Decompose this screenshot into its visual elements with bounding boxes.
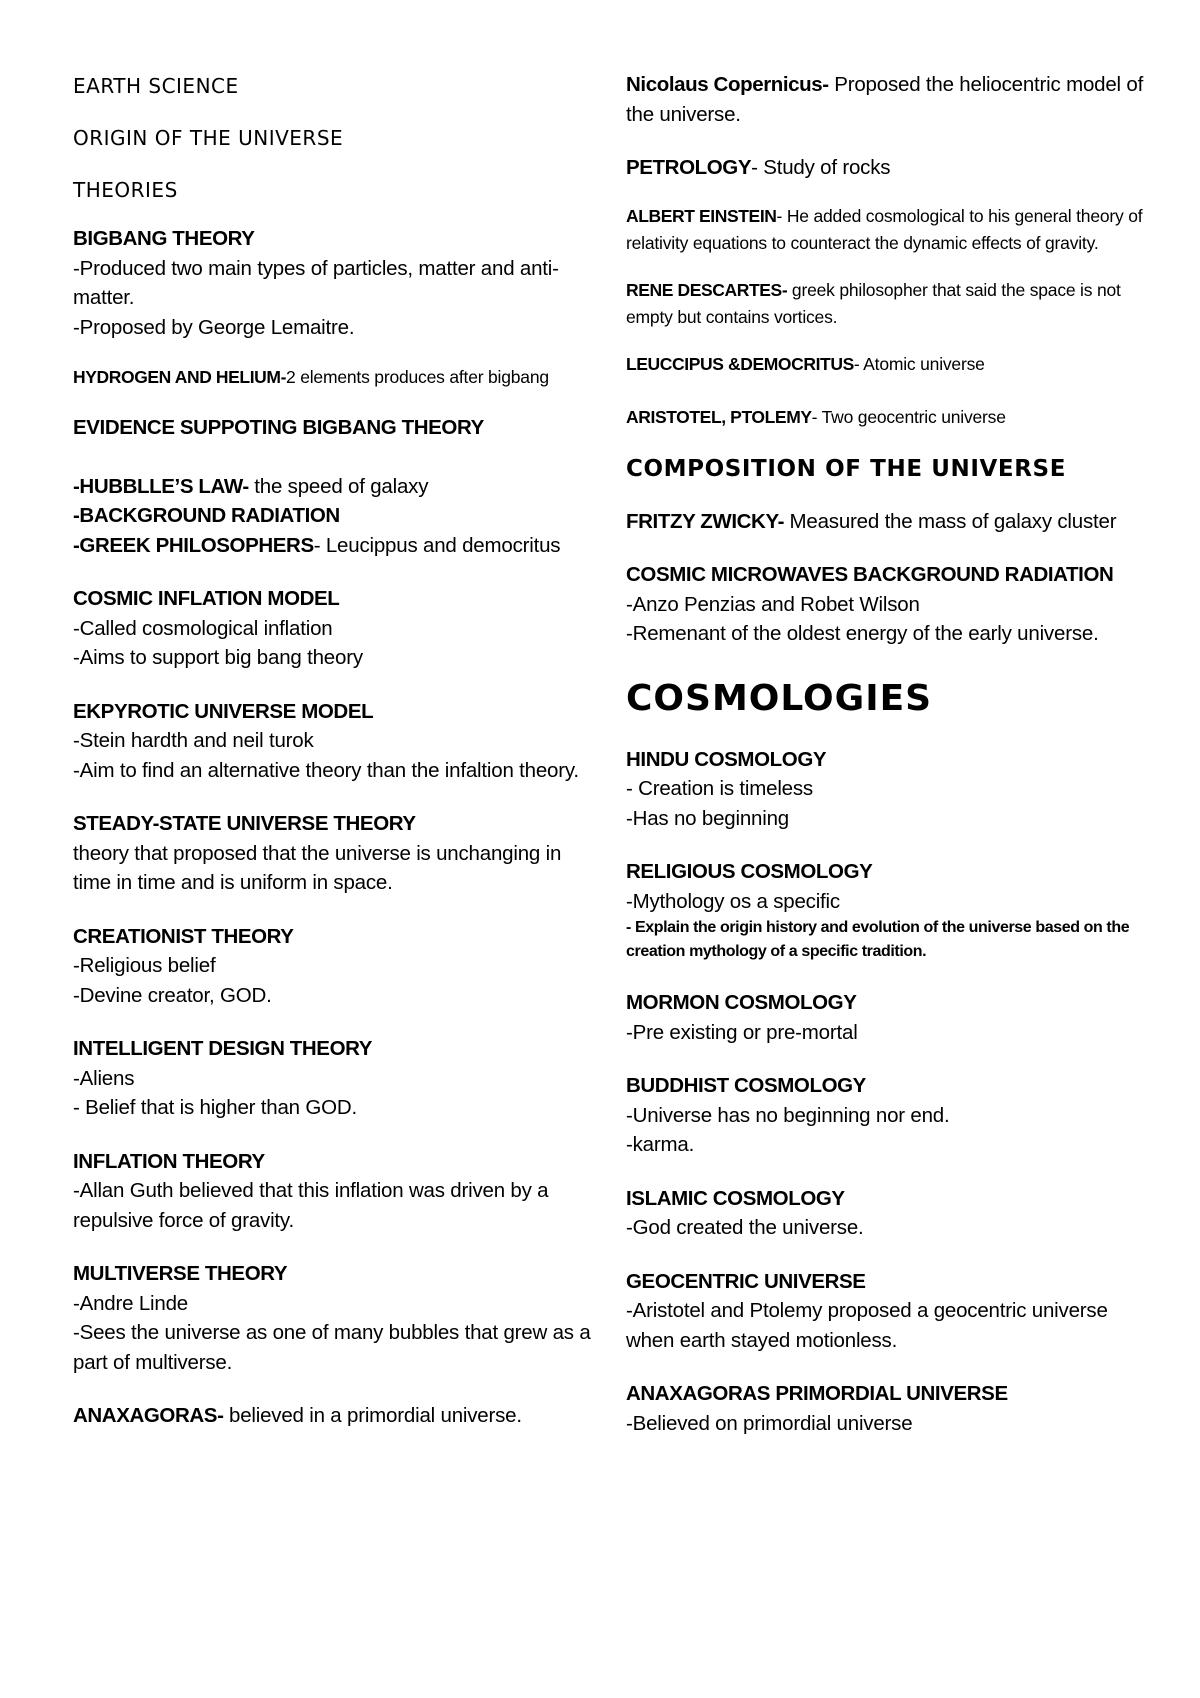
intelligent-line1: -Aliens [73, 1066, 135, 1090]
multiverse-line1: -Andre Linde [73, 1291, 188, 1315]
cmb-line1: -Anzo Penzias and Robet Wilson [626, 592, 920, 616]
bigbang-line2: -Proposed by George Lemaitre. [73, 315, 355, 339]
zwicky-note [626, 507, 1146, 537]
leuccipus-note [626, 351, 1146, 378]
creationist-title: CREATIONIST THEORY [73, 924, 294, 948]
right-column [626, 70, 1146, 1438]
ekpyrotic-title: EKPYROTIC UNIVERSE MODEL [73, 699, 374, 723]
steady-state-theory [73, 809, 593, 898]
ekpyrotic-line1: -Stein hardth and neil turok [73, 729, 314, 752]
religious-title: RELIGIOUS COSMOLOGY [626, 860, 873, 883]
petrology-title: PETROLOGY [626, 156, 752, 179]
section-origin-title: ORIGIN OF THE UNIVERSE [73, 126, 344, 150]
copernicus-title: Nicolaus Copernicus- [626, 73, 829, 96]
evidence-title: EVIDENCE SUPPOTING BIGBANG THEORY [73, 416, 484, 439]
buddhist-line2: -karma. [626, 1133, 695, 1156]
intelligent-design-theory [73, 1034, 593, 1123]
buddhist-line1: -Universe has no beginning nor end. [626, 1103, 950, 1127]
islamic-cosmology [626, 1184, 1146, 1243]
descartes-text: greek philosopher that said the space is not empty but contains vortices. [626, 279, 1121, 327]
inflation-line1: -Allan Guth believed that this inflation was driven by a repulsive force of gravity. [73, 1179, 549, 1232]
greek-title: -GREEK PHILOSOPHERS [73, 533, 314, 557]
einstein-note [626, 203, 1146, 257]
cosmic-inflation-title: COSMIC INFLATION MODEL [73, 587, 340, 610]
anaxagoras-primordial [626, 1379, 1146, 1438]
aristotel-note [626, 404, 1146, 431]
islamic-line1: -God created the universe. [626, 1216, 864, 1239]
mormon-title: MORMON COSMOLOGY [626, 991, 857, 1014]
bigbang-title: BIGBANG THEORY [73, 227, 255, 250]
leuccipus-title: LEUCCIPUS &DEMOCRITUS [626, 353, 854, 374]
geocentric-universe [626, 1267, 1146, 1356]
petrology-text: - Study of rocks [751, 156, 891, 179]
multiverse-title: MULTIVERSE THEORY [73, 1262, 288, 1285]
einstein-text: - He added cosmological to his general theory of relativity equations to counteract the dynamic effects of gravity. [626, 205, 1143, 253]
creationist-line2: -Devine creator, GOD. [73, 983, 272, 1007]
anaxagoras-note [73, 1401, 593, 1431]
buddhist-cosmology [626, 1071, 1146, 1160]
hindu-line1: - Creation is timeless [626, 777, 813, 800]
anaxagoras-primordial-line1: -Believed on primordial universe [626, 1411, 913, 1435]
steady-state-line1: theory that proposed that the universe is unchanging in time in time and is uniform in space. [73, 841, 562, 894]
hindu-line2: -Has no beginning [626, 806, 789, 830]
religious-cosmology [626, 857, 1146, 964]
descartes-note [626, 277, 1146, 331]
aristotel-text: - Two geocentric universe [811, 406, 1006, 427]
steady-state-title: STEADY-STATE UNIVERSE THEORY [73, 812, 416, 835]
hindu-title: HINDU COSMOLOGY [626, 747, 827, 771]
geocentric-line1: -Aristotel and Ptolemy proposed a geocentric universe when earth stayed motionless. [626, 1299, 1108, 1352]
hubble-text: the speed of galaxy [248, 474, 429, 498]
document-subject: EARTH SCIENCE [73, 74, 239, 98]
zwicky-title: FRITZY ZWICKY- [626, 509, 785, 533]
multiverse-theory [73, 1259, 593, 1377]
creationist-line1: -Religious belief [73, 954, 216, 977]
cosmic-inflation-line2: -Aims to support big bang theory [73, 646, 363, 669]
buddhist-title: BUDDHIST COSMOLOGY [626, 1074, 866, 1097]
hydrogen-helium [73, 364, 593, 391]
evidence-item-background: -BACKGROUND RADIATION [73, 504, 340, 527]
left-column [73, 70, 593, 1431]
cmb-note [626, 560, 1146, 649]
mormon-cosmology [626, 988, 1146, 1047]
intelligent-line2: - Belief that is higher than GOD. [73, 1096, 357, 1119]
leuccipus-text: - Atomic universe [853, 353, 985, 374]
hydrogen-title: HYDROGEN AND HELIUM- [73, 367, 287, 387]
anaxagoras-primordial-title: ANAXAGORAS PRIMORDIAL UNIVERSE [626, 1382, 1008, 1405]
ekpyrotic-line2: -Aim to find an alternative theory than the infaltion theory. [73, 758, 579, 782]
islamic-title: ISLAMIC COSMOLOGY [626, 1186, 845, 1210]
intelligent-title: INTELLIGENT DESIGN THEORY [73, 1037, 373, 1060]
religious-line1: -Mythology os a specific [626, 889, 840, 913]
creationist-theory [73, 922, 593, 1011]
petrology-note [626, 153, 1146, 183]
mormon-line1: -Pre existing or pre-mortal [626, 1020, 858, 1044]
inflation-theory [73, 1147, 593, 1236]
evidence-item-greek [73, 531, 593, 561]
bigbang-line1: -Produced two main types of particles, matter and anti-matter. [73, 256, 559, 309]
descartes-title: RENE DESCARTES- [626, 279, 788, 300]
composition-heading: COMPOSITION OF THE UNIVERSE [626, 455, 1067, 482]
hubble-title: -HUBBLLE’S LAW- [73, 474, 249, 498]
bigbang-theory [73, 224, 593, 342]
zwicky-text: Measured the mass of galaxy cluster [784, 509, 1117, 533]
anaxagoras-title: ANAXAGORAS- [73, 1404, 224, 1427]
multiverse-line2: -Sees the universe as one of many bubbles that grew as a part of multiverse. [73, 1321, 591, 1374]
cosmic-inflation-model [73, 584, 593, 673]
cmb-title: COSMIC MICROWAVES BACKGROUND RADIATION [626, 563, 1114, 586]
religious-line2: - Explain the origin history and evolution of the universe based on the creation mythology of a specific tradition. [626, 919, 1130, 960]
ekpyrotic-model [73, 697, 593, 786]
cosmic-inflation-line1: -Called cosmological inflation [73, 616, 333, 640]
geocentric-title: GEOCENTRIC UNIVERSE [626, 1269, 866, 1293]
evidence-bigbang [73, 413, 593, 560]
cosmologies-heading: COSMOLOGIES [626, 677, 933, 719]
hindu-cosmology [626, 745, 1146, 834]
inflation-title: INFLATION THEORY [73, 1149, 265, 1173]
copernicus-text: Proposed the heliocentric model of the universe. [626, 73, 1144, 126]
aristotel-title: ARISTOTEL, PTOLEMY [626, 406, 812, 427]
anaxagoras-text: believed in a primordial universe. [223, 1404, 522, 1427]
einstein-title: ALBERT EINSTEIN [626, 205, 777, 226]
cmb-line2: -Remenant of the oldest energy of the early universe. [626, 622, 1099, 645]
hydrogen-text: 2 elements produces after bigbang [286, 367, 549, 387]
section-theories-title: THEORIES [73, 178, 178, 202]
evidence-item-hubble [73, 472, 593, 502]
greek-text: - Leucippus and democritus [313, 533, 561, 557]
copernicus-note [626, 70, 1146, 129]
